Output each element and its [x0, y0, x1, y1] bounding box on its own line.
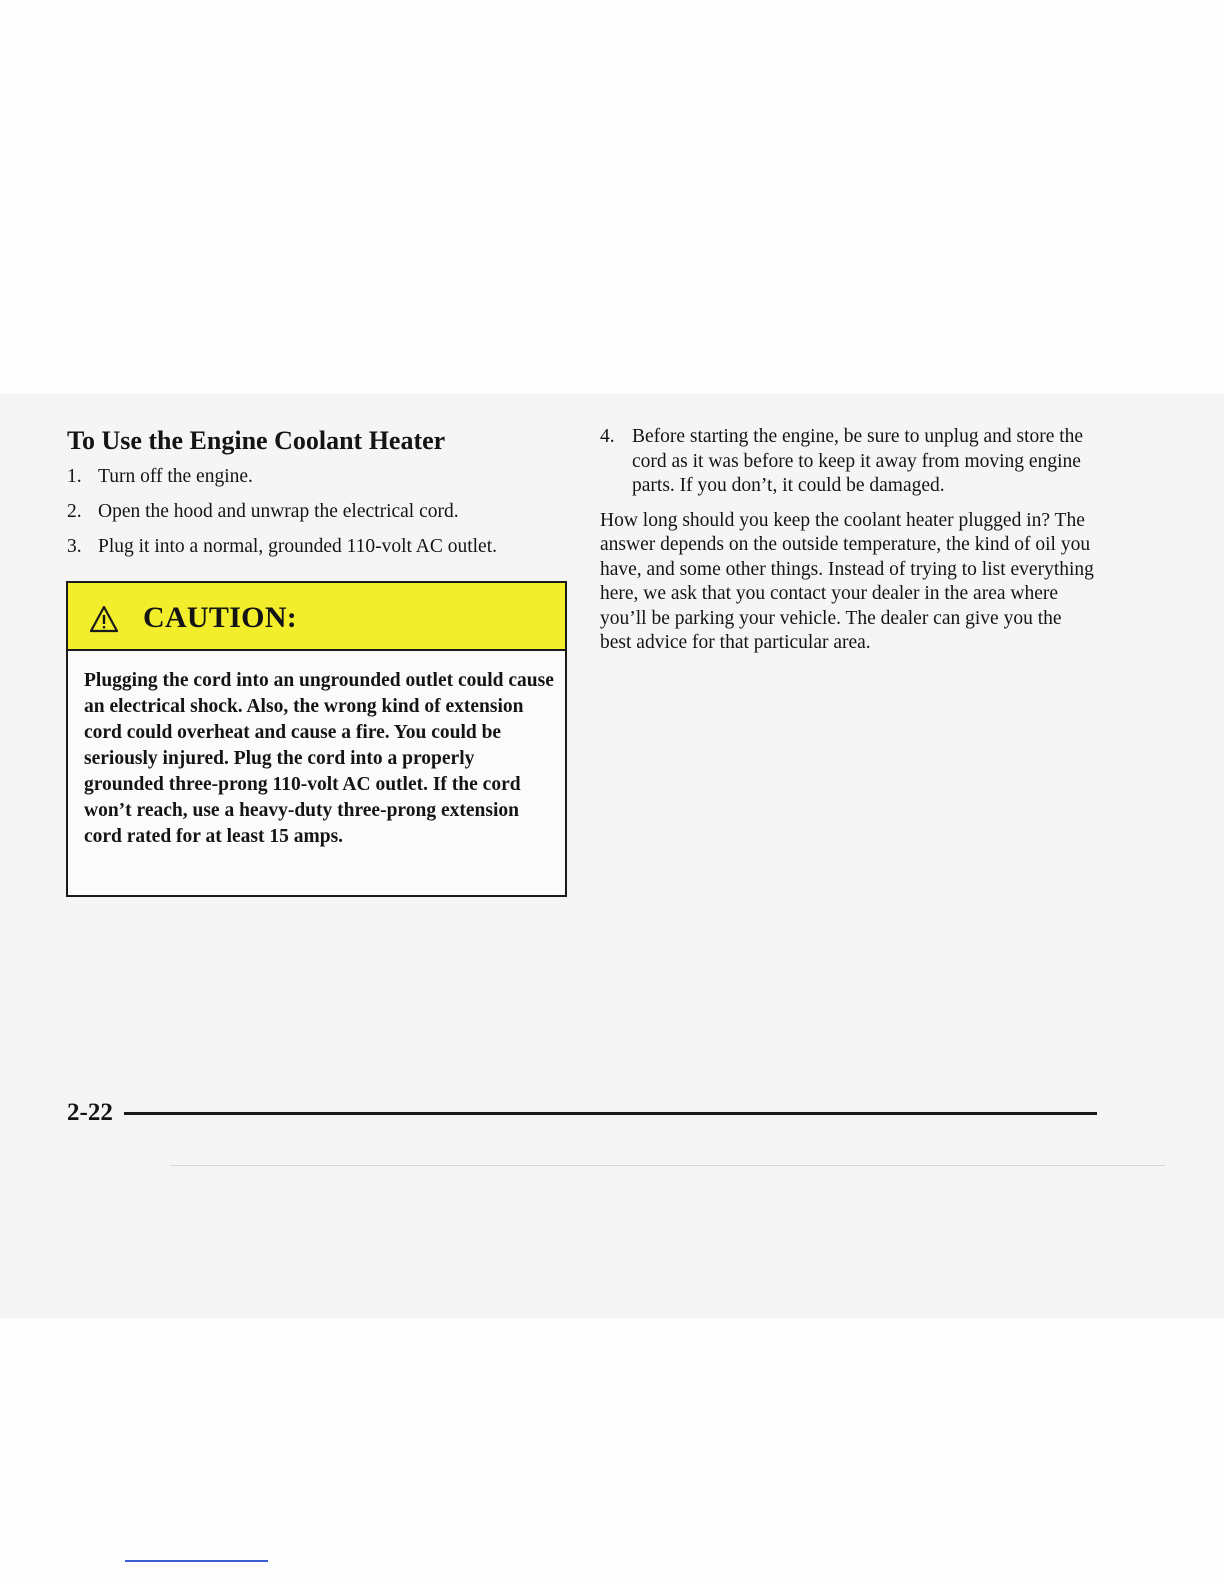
page-number: 2-22 [67, 1099, 113, 1126]
step-number: 1. [67, 466, 82, 487]
caution-header [68, 583, 565, 651]
step-text: Plug it into a normal, grounded 110-volt AC outlet. [98, 536, 497, 557]
step-number: 3. [67, 536, 82, 557]
step-text: Before starting the engine, be sure to unplug and store the cord as it was before to keep it away from moving engine parts. If you don’t, it could be damaged. [632, 426, 1084, 496]
warning-triangle-icon [89, 605, 119, 633]
section-title: To Use the Engine Coolant Heater [67, 426, 446, 455]
step-text: Open the hood and unwrap the electrical cord. [98, 501, 459, 522]
step-text: Turn off the engine. [98, 466, 253, 487]
list-item [600, 425, 1100, 499]
list-item [67, 534, 567, 560]
faint-divider [170, 1165, 1165, 1166]
list-item [67, 499, 567, 525]
caution-box [66, 581, 567, 897]
body-paragraph: How long should you keep the coolant heater plugged in? The answer depends on the outside temperature, the kind of oil you have, and some other things. Instead of trying to list everything here, we ask that you contact your dealer in the area where you’ll be parking your vehicle. The dealer can give you the best advice for that particular area. [600, 510, 1094, 654]
link-underline [125, 1560, 268, 1562]
step-number: 4. [600, 426, 615, 447]
caution-text: Plugging the cord into an ungrounded outlet could cause an electrical shock. Also, the wrong kind of extension cord could overheat and cause a fire. You could be seriously injured. Plug the cord into a properly grounded three-prong 110-volt AC outlet. If the cord won’t reach, use a heavy-duty three-prong extension cord rated for at least 15 amps. [84, 670, 554, 847]
steps-list [67, 464, 567, 569]
caution-title: CAUTION: [143, 601, 298, 634]
list-item [67, 464, 567, 490]
footer-divider [124, 1112, 1097, 1115]
step-number: 2. [67, 501, 82, 522]
